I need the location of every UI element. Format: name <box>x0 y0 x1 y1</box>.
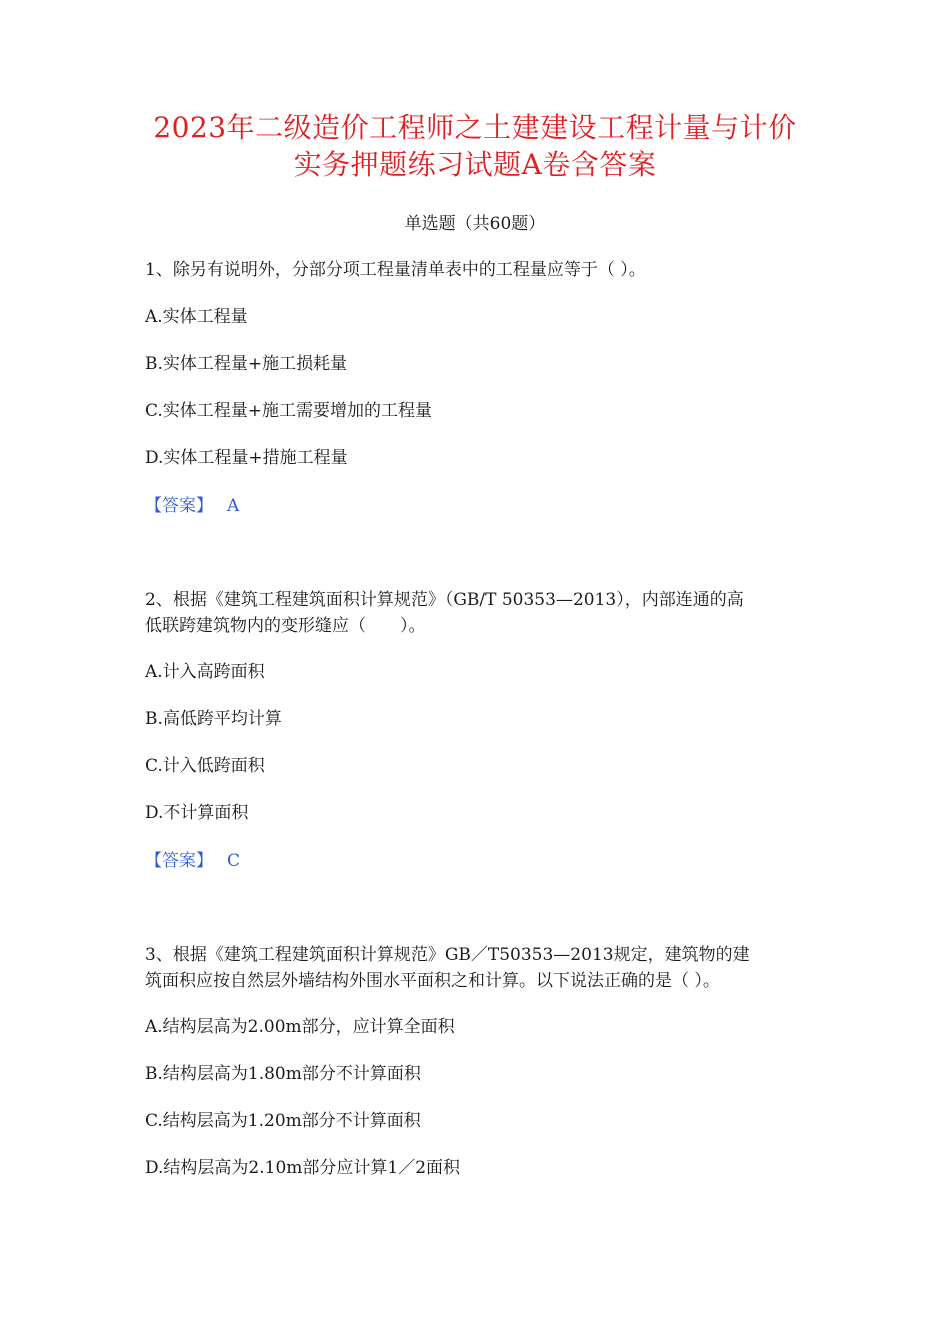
question-3-option-d: D.结构层高为2.10m部分应计算1／2面积 <box>145 1158 461 1178</box>
document-title-line-1: 2023年二级造价工程师之土建建设工程计量与计价 <box>153 111 797 144</box>
question-2-stem-line-2: 低联跨建筑物内的变形缝应（ ）。 <box>145 616 426 636</box>
question-3-stem-line-1: 3、根据《建筑工程建筑面积计算规范》GB／T50353—2013规定，建筑物的建 <box>145 945 750 965</box>
question-3-option-a: A.结构层高为2.00m部分，应计算全面积 <box>145 1017 455 1037</box>
question-2-answer <box>145 847 240 875</box>
question-2-option-d: D.不计算面积 <box>145 803 249 823</box>
answer-value: A <box>227 496 240 516</box>
answer-label: 【答案】 <box>145 496 213 516</box>
question-2-option-a: A.计入高跨面积 <box>145 662 265 682</box>
document-title-line-2: 实务押题练习试题A卷含答案 <box>293 148 657 181</box>
question-1-stem: 1、除另有说明外，分部分项工程量清单表中的工程量应等于（ ）。 <box>145 260 646 280</box>
question-2-option-c: C.计入低跨面积 <box>145 756 265 776</box>
answer-label: 【答案】 <box>145 851 213 871</box>
answer-value: C <box>227 851 241 871</box>
question-3-option-c: C.结构层高为1.20m部分不计算面积 <box>145 1111 421 1131</box>
question-1-option-a: A.实体工程量 <box>145 307 248 327</box>
question-1-option-c: C.实体工程量+施工需要增加的工程量 <box>145 401 433 421</box>
question-1-option-b: B.实体工程量+施工损耗量 <box>145 354 348 374</box>
question-3-stem-line-2: 筑面积应按自然层外墙结构外围水平面积之和计算。以下说法正确的是（ ）。 <box>145 971 720 991</box>
section-heading: 单选题（共60题） <box>404 214 546 234</box>
question-3-option-b: B.结构层高为1.80m部分不计算面积 <box>145 1064 421 1084</box>
question-1-option-d: D.实体工程量+措施工程量 <box>145 448 348 468</box>
question-2-option-b: B.高低跨平均计算 <box>145 709 282 729</box>
question-2-stem-line-1: 2、根据《建筑工程建筑面积计算规范》（GB/T 50353—2013），内部连通的高 <box>145 590 744 610</box>
question-1-answer <box>145 492 239 520</box>
